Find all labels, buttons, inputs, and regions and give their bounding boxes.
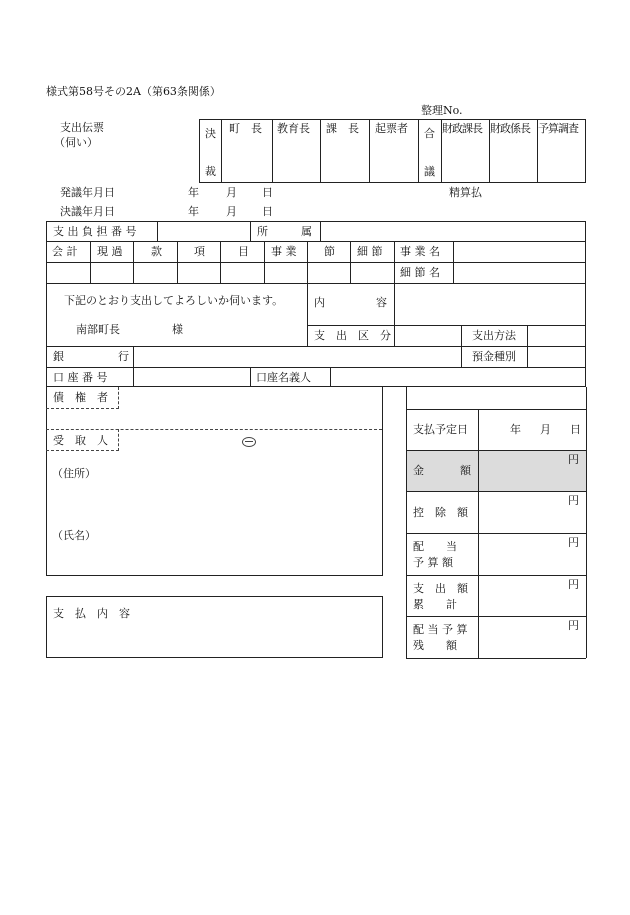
shimei-label: （氏名） [52, 529, 96, 542]
approver-zaisei-kacho: 財政課長 [442, 122, 482, 135]
kingaku-label-2: 額 [460, 464, 471, 477]
hatsugi-label: 発議年月日 [60, 186, 115, 199]
ketsugi-tsuki: 月 [226, 205, 237, 218]
hatsugi-tsuki: 月 [226, 186, 237, 199]
col-saisetsumei: 細 節 名 [400, 266, 440, 279]
ginko-label-1: 銀 [53, 350, 64, 363]
kingaku-en: 円 [568, 453, 579, 466]
futan-no-label: 支 出 負 担 番 号 [53, 225, 137, 238]
ketsugi-label: 決議年月日 [60, 205, 115, 218]
shishutsu-hoho-label: 支出方法 [472, 329, 516, 342]
yokin-shubetsu-label: 預金種別 [472, 350, 516, 363]
seisanbarai-label: 精算払 [449, 186, 482, 199]
hatsugi-nen: 年 [188, 186, 199, 199]
shiharai-naiyo-label: 支 払 内 容 [53, 607, 130, 620]
uketori-label: 受 取 人 [53, 434, 108, 447]
shishutsu-label-2: 累 計 [413, 598, 457, 611]
ukagai-label: （伺い） [54, 136, 98, 149]
kingaku-shade [406, 450, 586, 491]
col-jigyomei: 事 業 名 [400, 245, 440, 258]
ketsugi-hi: 日 [262, 205, 273, 218]
hatsugi-hi: 日 [262, 186, 273, 199]
sama-label: 様 [172, 323, 183, 336]
approver-kihyosha: 起票者 [375, 122, 408, 135]
aigi-label-top: 合 [424, 127, 435, 140]
koza-no-label: 口 座 番 号 [53, 371, 108, 384]
kojo-label: 控 除 額 [413, 506, 468, 519]
yoteibi-hi: 日 [570, 423, 581, 436]
yoteibi-tsuki: 月 [540, 423, 551, 436]
approver-chocho: 町 長 [229, 122, 262, 135]
approver-zaisei-kakaricho: 財政係長 [490, 122, 530, 135]
col-saisetsu: 細 節 [357, 245, 383, 258]
col-kan: 款 [151, 245, 162, 258]
seiri-no-label: 整理No. [421, 104, 463, 117]
col-kaikei: 会 計 [52, 245, 78, 258]
naiyo-label-2: 容 [376, 296, 387, 309]
koza-meigi-label: 口座名義人 [256, 371, 311, 384]
jusho-label: （住所） [52, 467, 96, 480]
haito-label-1: 配 当 [413, 540, 457, 553]
ukagai-text: 下記のとおり支出してよろしいか伺います。 [64, 294, 284, 307]
zangaku-label-1: 配 当 予 算 [413, 623, 468, 636]
col-moku: 目 [238, 245, 249, 258]
col-setsu: 節 [324, 245, 335, 258]
aigi-label-bottom: 議 [424, 165, 435, 178]
yoteibi-nen: 年 [510, 423, 521, 436]
kingaku-label-1: 金 [413, 464, 424, 477]
shishutsu-label-1: 支 出 額 [413, 582, 468, 595]
shishutsu-denpyo-label: 支出伝票 [60, 121, 104, 134]
shiharai-naiyo-box [46, 596, 383, 658]
shishutsu-en: 円 [568, 578, 579, 591]
col-jigyo: 事 業 [271, 245, 297, 258]
nanbu-chocho: 南部町長 [76, 323, 120, 336]
col-ko: 項 [194, 245, 205, 258]
ginko-label-2: 行 [118, 350, 129, 363]
approver-kacho: 課 長 [326, 122, 359, 135]
approver-yosan-chosa: 予算調査 [538, 122, 578, 135]
zangaku-en: 円 [568, 619, 579, 632]
haito-en: 円 [568, 536, 579, 549]
shishutsu-kubun-label: 支 出 区 分 [314, 329, 391, 342]
haito-label-2: 予 算 額 [413, 556, 453, 569]
approver-kyoikucho: 教育長 [277, 122, 310, 135]
kojo-en: 円 [568, 494, 579, 507]
kessai-label-top: 決 [205, 127, 216, 140]
form-title: 様式第58号その2A（第63条関係） [46, 85, 221, 98]
saikensha-label: 債 権 者 [53, 391, 108, 404]
yoteibi-label: 支払予定日 [413, 423, 468, 436]
kessai-label-bottom: 裁 [205, 165, 216, 178]
shozoku-label: 所 属 [257, 225, 312, 238]
naiyo-label-1: 内 [314, 296, 325, 309]
ketsugi-nen: 年 [188, 205, 199, 218]
zangaku-label-2: 残 額 [413, 639, 457, 652]
col-genka: 現 過 [97, 245, 123, 258]
